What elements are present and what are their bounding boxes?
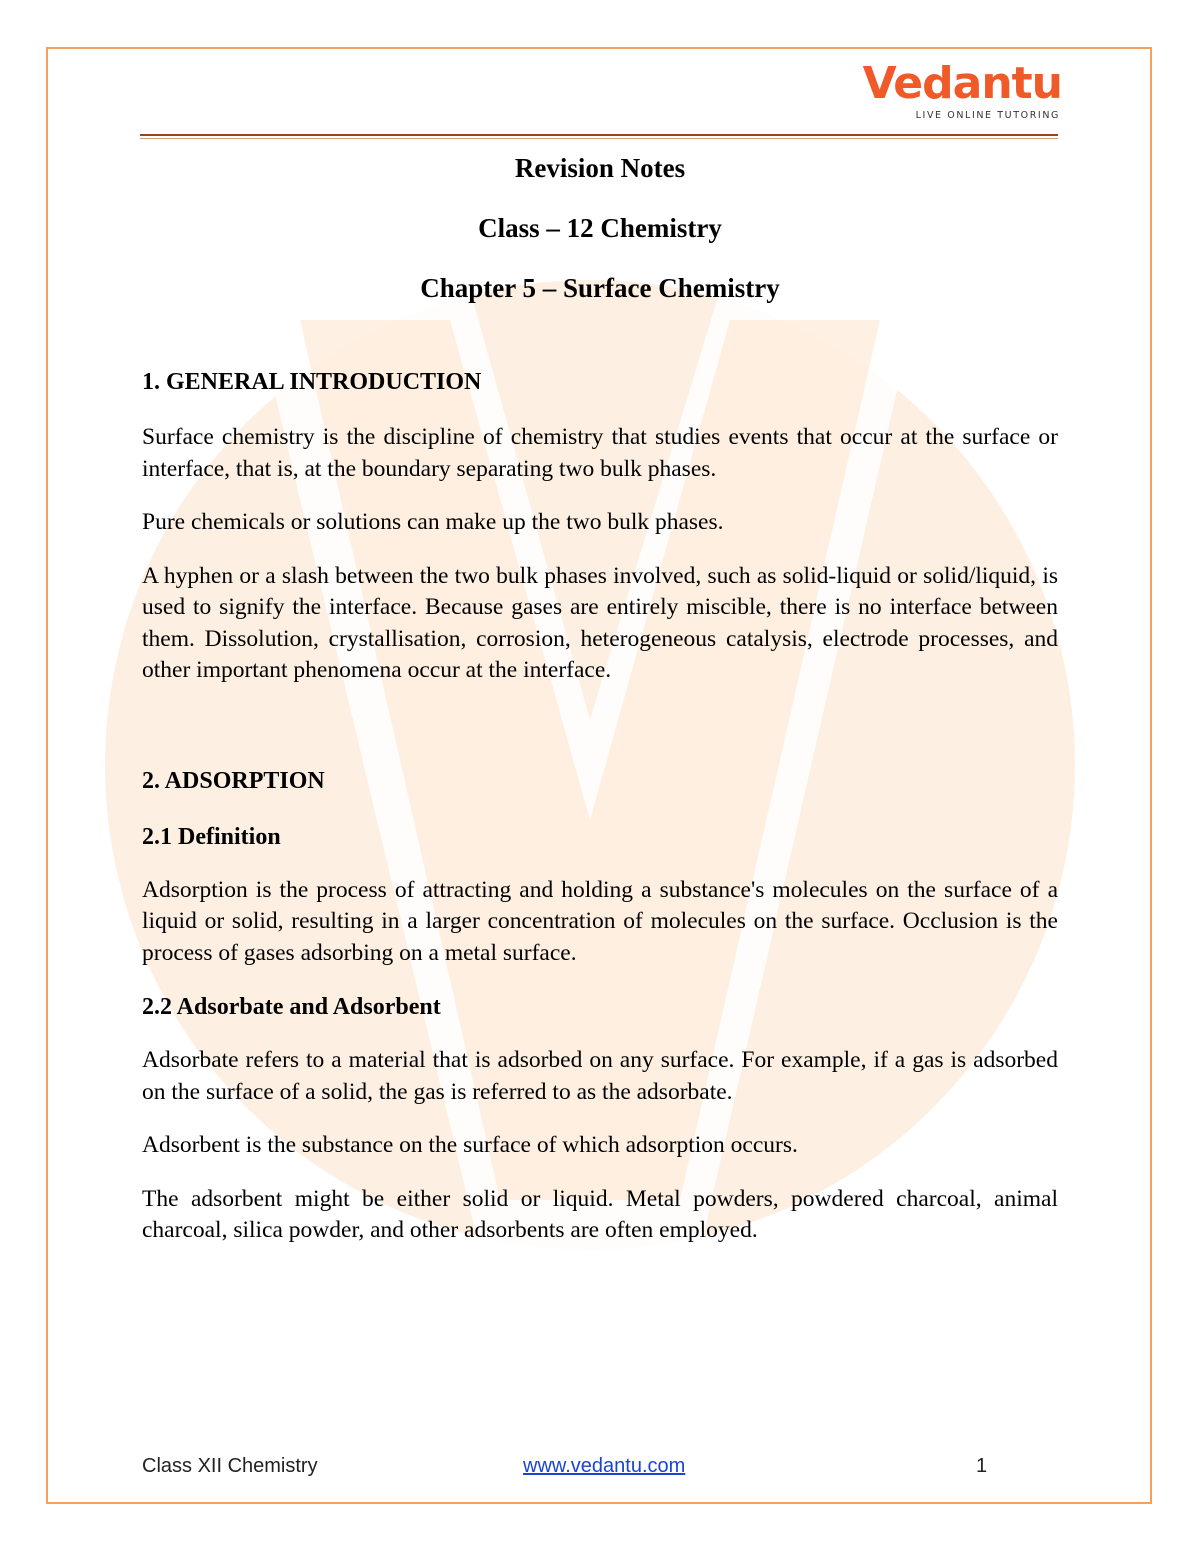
paragraph: Pure chemicals or solutions can make up the two bulk phases. — [142, 509, 724, 535]
title-chapter: Chapter 5 – Surface Chemistry — [420, 273, 780, 303]
logo-tagline: LIVE ONLINE TUTORING — [915, 110, 1060, 121]
vedantu-logo — [862, 58, 1062, 126]
subheading-definition: 2.1 Definition — [142, 823, 281, 850]
header-rule-thin — [140, 138, 1058, 139]
footer-class-label: Class XII Chemistry — [142, 1455, 318, 1477]
paragraph: A hyphen or a slash between the two bulk phases involved, such as solid-liquid or solid/liquid, is used to signify the interface. Because gases are entirely miscible, there is no interface between them. Dissolution, crystallisation, corrosion, heterogeneous catalysis, electrode processes, and other important phenomena occur at the interface. — [142, 562, 1058, 683]
paragraph: Adsorption is the process of attracting and holding a substance's molecules on the surface of a liquid or solid, resulting in a larger concentration of molecules on the surface. Occlusion is the process of gases adsorbing on a metal surface. — [142, 876, 1058, 966]
paragraph: Surface chemistry is the discipline of chemistry that studies events that occur at the surface or interface, that is, at the boundary separating two bulk phases. — [142, 424, 1058, 482]
footer-page-number: 1 — [976, 1455, 988, 1477]
document-body — [142, 150, 1058, 1247]
paragraph: Adsorbent is the substance on the surface of which adsorption occurs. — [142, 1132, 798, 1158]
header-rule — [140, 134, 1058, 136]
logo-wordmark: Vedantu — [862, 58, 1062, 109]
paragraph: The adsorbent might be either solid or liquid. Metal powders, powdered charcoal, animal charcoal, silica powder, and other adsorbents are often employed. — [142, 1185, 1058, 1243]
section-heading-adsorption: 2. ADSORPTION — [142, 767, 325, 794]
title-class: Class – 12 Chemistry — [478, 213, 722, 243]
subheading-adsorbate-adsorbent: 2.2 Adsorbate and Adsorbent — [142, 994, 441, 1020]
paragraph: Adsorbate refers to a material that is adsorbed on any surface. For example, if a gas is adsorbed on the surface of a solid, the gas is referred to as the adsorbate. — [142, 1047, 1058, 1105]
title-revision-notes: Revision Notes — [514, 153, 686, 183]
section-heading-general-introduction: 1. GENERAL INTRODUCTION — [142, 369, 482, 395]
footer-website-link[interactable]: www.vedantu.com — [523, 1455, 686, 1477]
